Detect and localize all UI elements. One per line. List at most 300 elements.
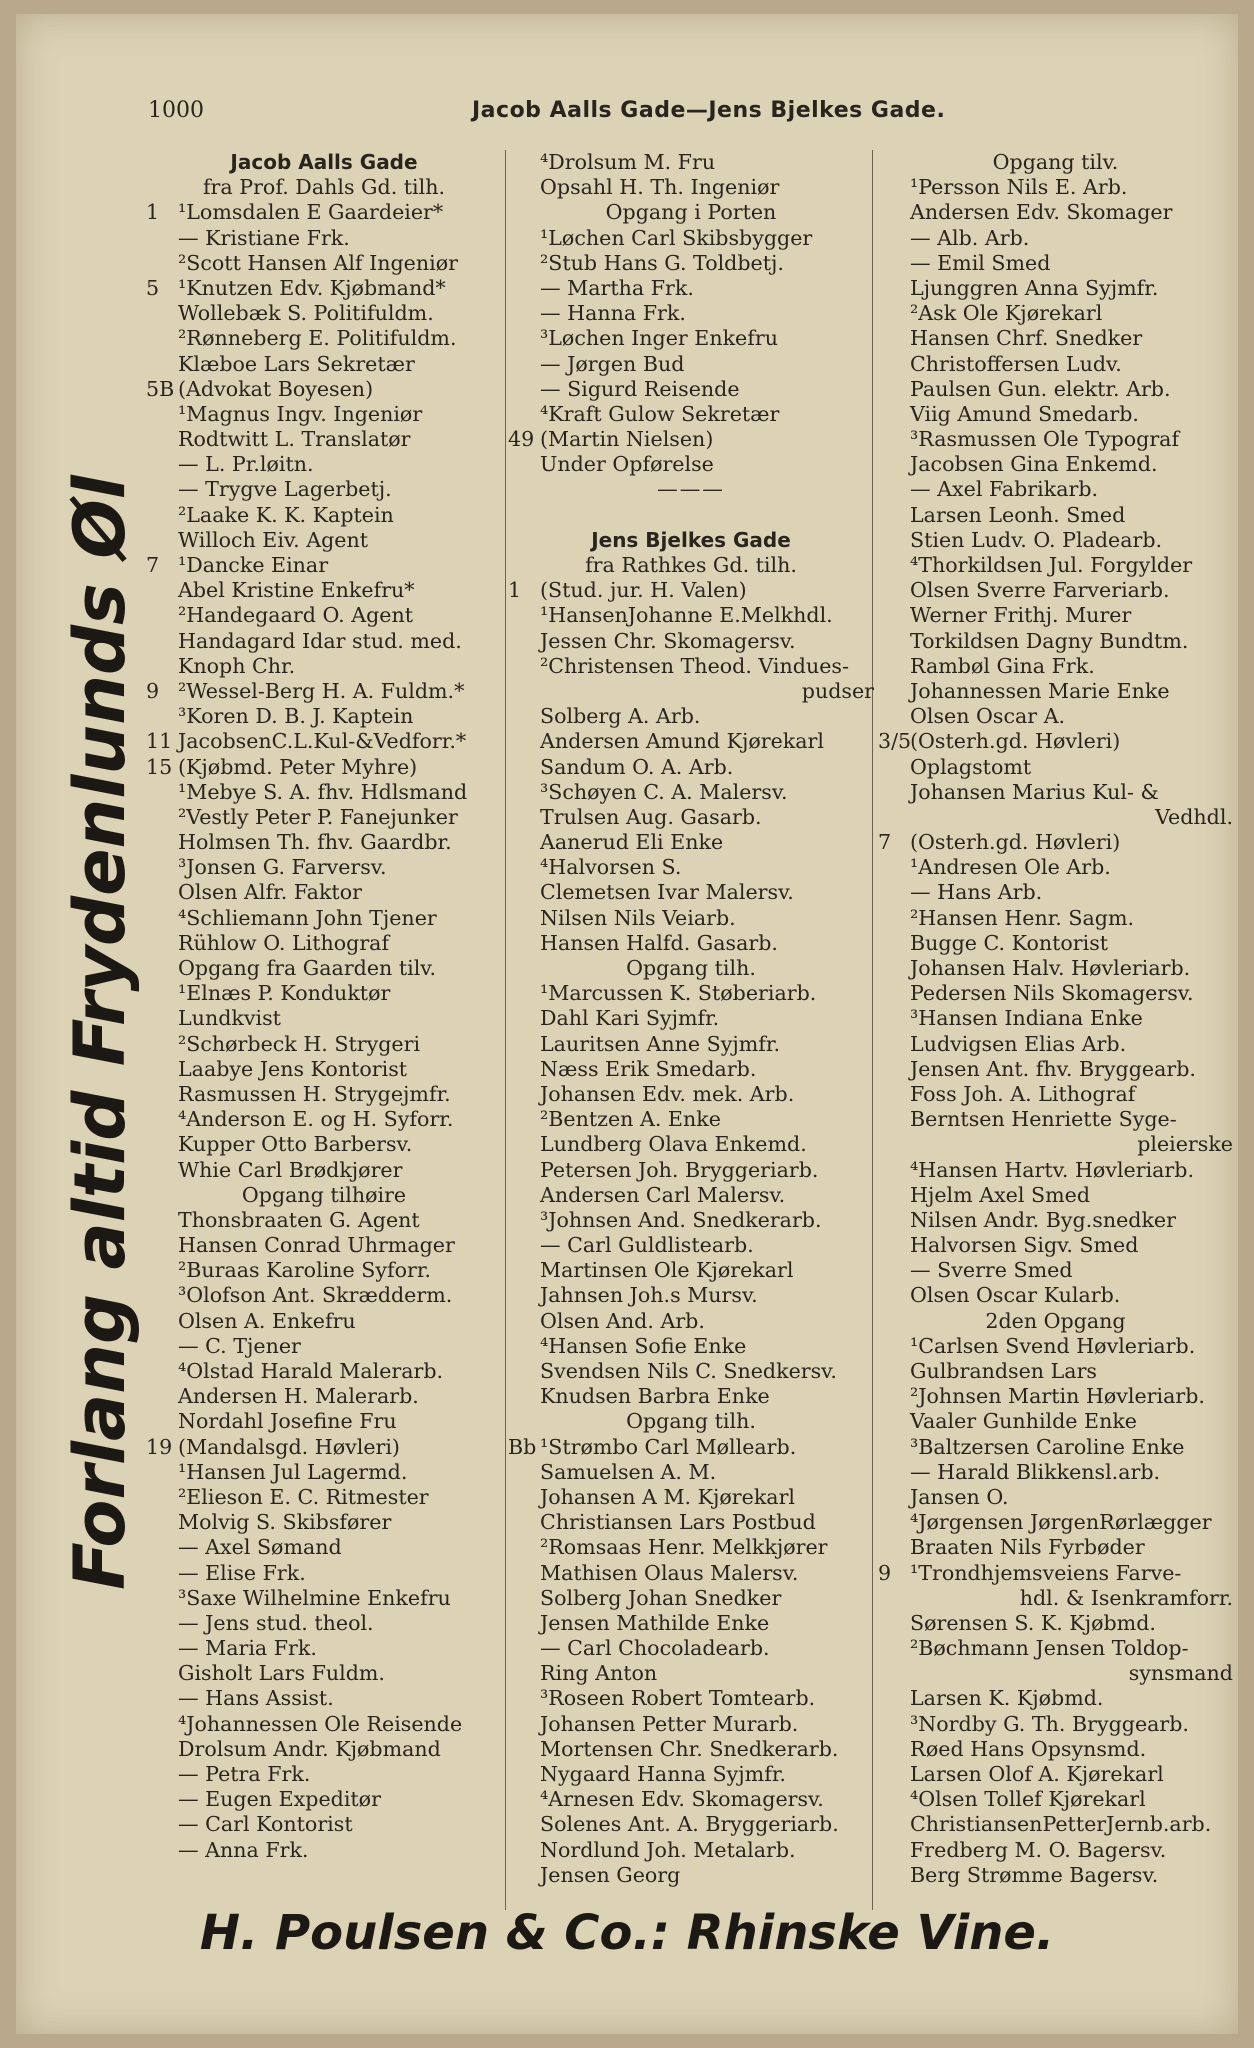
directory-entry — [508, 1510, 874, 1535]
directory-entry — [878, 780, 1233, 805]
directory-entry — [508, 1636, 874, 1661]
directory-entry — [146, 1636, 502, 1661]
entry-text: — Sigurd Reisende — [540, 376, 740, 401]
directory-entry — [878, 654, 1233, 679]
entry-text: Kupper Otto Barbersv. — [178, 1132, 413, 1157]
directory-entry — [508, 553, 874, 578]
entry-text: ²Ask Ole Kjørekarl — [910, 301, 1103, 326]
entry-text: Laabye Jens Kontorist — [178, 1056, 408, 1081]
directory-entry — [508, 1535, 874, 1560]
directory-entry — [508, 679, 874, 704]
directory-entry — [146, 150, 502, 175]
directory-entry — [878, 1737, 1233, 1762]
entry-text: Knoph Chr. — [178, 653, 296, 678]
entry-text: ²Laake K. K. Kaptein — [178, 502, 394, 527]
entry-text: Hansen Halfd. Gasarb. — [540, 930, 778, 955]
entry-text: Jensen Mathilde Enke — [540, 1610, 770, 1635]
entry-text: — Emil Smed — [910, 250, 1051, 275]
house-number: Bb — [508, 1434, 537, 1459]
house-number: 15 — [146, 754, 173, 779]
directory-entry — [146, 855, 502, 880]
directory-entry — [878, 805, 1233, 830]
directory-entry — [878, 1435, 1233, 1460]
directory-entry — [878, 1359, 1233, 1384]
entry-text: JacobsenC.L.Kul-&Vedforr.* — [178, 729, 467, 754]
entry-text: ¹Løchen Carl Skibsbygger — [540, 225, 813, 250]
directory-entry — [878, 1636, 1233, 1661]
directory-entry — [146, 578, 502, 603]
entry-text: Olsen Alfr. Faktor — [178, 880, 362, 905]
entry-text: fra Prof. Dahls Gd. tilh. — [202, 175, 446, 200]
entry-text: Samuelsen A. M. — [540, 1459, 717, 1484]
entry-text: Hjelm Axel Smed — [910, 1182, 1091, 1207]
entry-text: Rühlow O. Lithograf — [178, 930, 390, 955]
directory-entry — [508, 704, 874, 729]
directory-entry — [508, 906, 874, 931]
entry-text: Knudsen Barbra Enke — [540, 1384, 770, 1409]
entry-text: ¹Mebye S. A. fhv. Hdlsmand — [178, 779, 468, 804]
directory-entry — [146, 1485, 502, 1510]
entry-text: Jessen Chr. Skomagersv. — [540, 628, 796, 653]
entry-text: Larsen Olof A. Kjørekarl — [910, 1762, 1164, 1786]
entry-text: — Hans Arb. — [910, 880, 1043, 905]
directory-entry — [146, 1359, 502, 1384]
directory-entry — [146, 503, 502, 528]
entry-text: — Elise Frk. — [178, 1560, 306, 1585]
directory-entry — [508, 1208, 874, 1233]
directory-entry — [508, 1132, 874, 1157]
entry-text: Olsen And. Arb. — [540, 1308, 705, 1333]
entry-text: — Hans Assist. — [178, 1686, 334, 1711]
directory-entry — [508, 1435, 874, 1460]
directory-entry — [146, 1535, 502, 1560]
column-2 — [508, 150, 874, 1888]
entry-text: — Axel Sømand — [178, 1535, 342, 1560]
entry-text: Johansen A M. Kjørekarl — [540, 1484, 796, 1509]
house-number: 1 — [146, 200, 160, 225]
entry-text: ³Løchen Inger Enkefru — [540, 326, 778, 351]
directory-entry — [878, 276, 1233, 301]
directory-entry — [878, 729, 1233, 754]
entry-text: Drolsum Andr. Kjøbmand — [178, 1736, 441, 1761]
directory-entry — [508, 1334, 874, 1359]
entry-text: Opsahl H. Th. Ingeniør — [540, 175, 780, 200]
entry-text: ¹Marcussen K. Støberiarb. — [540, 981, 817, 1006]
directory-entry — [878, 1838, 1233, 1863]
house-number: 9 — [146, 678, 160, 703]
directory-entry — [508, 956, 874, 981]
column-3 — [878, 150, 1233, 1888]
directory-entry — [146, 830, 502, 855]
directory-entry — [146, 1611, 502, 1636]
directory-entry — [146, 1561, 502, 1586]
entry-text: ¹Knutzen Edv. Kjøbmand* — [178, 275, 446, 300]
directory-entry — [146, 1384, 502, 1409]
directory-entry — [146, 1686, 502, 1711]
directory-entry — [508, 226, 874, 251]
entry-text: — Anna Frk. — [178, 1837, 309, 1862]
entry-text: — Hanna Frk. — [540, 301, 686, 326]
entry-text: — Martha Frk. — [540, 275, 694, 300]
directory-entry — [508, 780, 874, 805]
directory-entry — [878, 1384, 1233, 1409]
entry-text: Paulsen Gun. elektr. Arb. — [910, 376, 1171, 401]
entry-text: Jensen Ant. fhv. Bryggearb. — [910, 1056, 1196, 1081]
entry-text: ³Nordby G. Th. Bryggearb. — [910, 1711, 1189, 1736]
entry-text: ²Johnsen Martin Høvleriarb. — [910, 1384, 1205, 1409]
directory-entry — [146, 1838, 502, 1863]
entry-text: (Osterh.gd. Høvleri) — [910, 729, 1121, 754]
directory-entry — [878, 981, 1233, 1006]
directory-entry — [878, 679, 1233, 704]
entry-text: Thonsbraaten G. Agent — [178, 1207, 420, 1232]
directory-entry — [146, 1283, 502, 1308]
entry-text: Lauritsen Anne Syjmfr. — [540, 1031, 781, 1056]
directory-entry — [508, 755, 874, 780]
entry-text: ⁴Hansen Hartv. Høvleriarb. — [910, 1157, 1195, 1182]
entry-text: Jansen O. — [910, 1484, 1009, 1509]
directory-entry — [508, 805, 874, 830]
entry-text: ²Christensen Theod. Vindues- — [540, 653, 849, 678]
entry-text: Nordahl Josefine Fru — [178, 1409, 397, 1434]
entry-text: ⁴Olsen Tollef Kjørekarl — [910, 1787, 1146, 1812]
directory-entry — [146, 528, 502, 553]
entry-text: Rodtwitt L. Translatør — [178, 427, 411, 452]
entry-text: — Jens stud. theol. — [178, 1610, 374, 1635]
directory-entry — [878, 1686, 1233, 1711]
directory-entry — [508, 880, 874, 905]
directory-entry — [878, 301, 1233, 326]
entry-text: ——— — [657, 477, 725, 502]
entry-text: Opgang fra Gaarden tilv. — [178, 956, 437, 980]
directory-entry — [146, 603, 502, 628]
entry-text: Olsen Oscar Kularb. — [910, 1283, 1121, 1308]
entry-text: ⁴Halvorsen S. — [540, 855, 682, 880]
entry-text: Vaaler Gunhilde Enke — [910, 1409, 1137, 1434]
directory-entry — [878, 830, 1233, 855]
directory-entry — [508, 1359, 874, 1384]
entry-text: Ludvigsen Elias Arb. — [910, 1031, 1127, 1056]
entry-text: Berg Strømme Bagersv. — [910, 1862, 1159, 1887]
entry-text: Lundberg Olava Enkemd. — [540, 1132, 807, 1157]
entry-text: ⁴Anderson E. og H. Syforr. — [178, 1107, 454, 1132]
entry-text: ³Koren D. B. J. Kaptein — [178, 704, 414, 729]
house-number: 49 — [508, 427, 535, 452]
directory-entry — [878, 1863, 1233, 1888]
entry-text: — Alb. Arb. — [910, 225, 1030, 250]
directory-entry — [146, 780, 502, 805]
entry-text: ¹HansenJohanne E.Melkhdl. — [540, 603, 833, 628]
directory-entry — [878, 1183, 1233, 1208]
directory-entry — [146, 1334, 502, 1359]
entry-text: Johansen Petter Murarb. — [540, 1711, 799, 1736]
entry-text: Gulbrandsen Lars — [910, 1359, 1097, 1383]
directory-entry — [146, 880, 502, 905]
directory-entry — [878, 1409, 1233, 1434]
directory-entry — [146, 1762, 502, 1787]
entry-text: Solberg Johan Snedker — [540, 1585, 782, 1610]
entry-text: Aanerud Eli Enke — [540, 830, 724, 855]
directory-entry — [508, 931, 874, 956]
directory-entry — [878, 377, 1233, 402]
entry-text: Pedersen Nils Skomagersv. — [910, 981, 1194, 1006]
house-number: 3/5 — [878, 729, 912, 754]
directory-entry — [878, 755, 1233, 780]
entry-text: Mathisen Olaus Malersv. — [540, 1560, 799, 1585]
directory-entry — [146, 1737, 502, 1762]
entry-text: pudser — [801, 678, 874, 703]
entry-text: ³Rasmussen Ole Typograf — [910, 427, 1180, 452]
directory-entry — [508, 1032, 874, 1057]
directory-entry — [146, 200, 502, 225]
directory-entry — [508, 1762, 874, 1787]
entry-text: ²Elieson E. C. Ritmester — [178, 1484, 429, 1509]
entry-text: ¹Hansen Jul Lagermd. — [178, 1459, 408, 1484]
entry-text: ³Schøyen C. A. Malersv. — [540, 779, 788, 804]
directory-entry — [508, 251, 874, 276]
directory-entry — [878, 503, 1233, 528]
directory-entry — [146, 276, 502, 301]
entry-text: ⁴Arnesen Edv. Skomagersv. — [540, 1787, 824, 1812]
directory-entry — [146, 755, 502, 780]
directory-entry — [508, 1787, 874, 1812]
directory-entry — [878, 326, 1233, 351]
directory-entry — [878, 528, 1233, 553]
entry-text: ²Rønneberg E. Politifuldm. — [178, 326, 457, 351]
directory-entry — [878, 427, 1233, 452]
directory-entry — [878, 629, 1233, 654]
entry-text: Gisholt Lars Fuldm. — [178, 1661, 385, 1686]
directory-entry — [878, 956, 1233, 981]
entry-text: Vedhdl. — [1155, 804, 1233, 829]
entry-text: — Sverre Smed — [910, 1258, 1073, 1283]
entry-text: Opgang tilh. — [626, 956, 756, 980]
directory-entry — [878, 1233, 1233, 1258]
entry-text: Mortensen Chr. Snedkerarb. — [540, 1736, 839, 1761]
entry-text: Andersen Edv. Skomager — [910, 200, 1173, 225]
directory-entry — [508, 477, 874, 502]
entry-text: Torkildsen Dagny Bundtm. — [910, 628, 1189, 653]
entry-text: (Kjøbmd. Peter Myhre) — [178, 754, 418, 779]
entry-text: — L. Pr.løitn. — [178, 452, 314, 477]
entry-text: Johansen Halv. Høvleriarb. — [910, 956, 1191, 980]
entry-text: Nilsen Andr. Byg.snedker — [910, 1207, 1176, 1232]
page-header — [0, 98, 1254, 138]
directory-entry — [508, 377, 874, 402]
entry-text: Andersen H. Malerarb. — [178, 1384, 419, 1409]
directory-entry — [146, 981, 502, 1006]
directory-entry — [878, 477, 1233, 502]
entry-text: ³Saxe Wilhelmine Enkefru — [178, 1585, 451, 1610]
directory-entry — [146, 805, 502, 830]
directory-entry — [878, 1006, 1233, 1031]
directory-entry — [878, 1032, 1233, 1057]
house-number: 7 — [146, 553, 160, 577]
directory-entry — [146, 1183, 502, 1208]
entry-text: — Petra Frk. — [178, 1762, 311, 1786]
entry-text: Viig Amund Smedarb. — [910, 401, 1139, 426]
entry-text: Sørensen S. K. Kjøbmd. — [910, 1610, 1156, 1635]
entry-text: ²Schørbeck H. Strygeri — [178, 1031, 421, 1056]
directory-entry — [508, 729, 874, 754]
entry-text: Rambøl Gina Frk. — [910, 653, 1095, 678]
directory-entry — [878, 1510, 1233, 1535]
directory-entry — [508, 1057, 874, 1082]
directory-entry — [878, 402, 1233, 427]
directory-entry — [146, 679, 502, 704]
directory-entry — [146, 1787, 502, 1812]
entry-text: Næss Erik Smedarb. — [540, 1056, 757, 1081]
directory-entry — [508, 1107, 874, 1132]
entry-text: ⁴Drolsum M. Fru — [540, 150, 716, 174]
entry-text: (Osterh.gd. Høvleri) — [910, 830, 1121, 855]
directory-entry — [878, 452, 1233, 477]
directory-entry — [508, 1485, 874, 1510]
directory-entry — [508, 654, 874, 679]
directory-entry — [508, 1586, 874, 1611]
directory-entry — [146, 1510, 502, 1535]
directory-entry — [878, 553, 1233, 578]
directory-entry — [146, 1258, 502, 1283]
directory-entry — [146, 1309, 502, 1334]
entry-text: ⁴Olstad Harald Malerarb. — [178, 1359, 444, 1383]
directory-entry — [146, 1208, 502, 1233]
directory-entry — [508, 402, 874, 427]
entry-text: — Carl Chocoladearb. — [540, 1636, 770, 1661]
entry-text: — Trygve Lagerbetj. — [178, 477, 392, 502]
directory-entry — [508, 1737, 874, 1762]
entry-text: Opgang i Porten — [605, 200, 777, 225]
directory-entry — [146, 326, 502, 351]
directory-entry — [146, 1233, 502, 1258]
directory-entry — [508, 603, 874, 628]
entry-text: ²Handegaard O. Agent — [178, 603, 413, 628]
directory-entry — [146, 402, 502, 427]
entry-text: — Carl Kontorist — [178, 1812, 353, 1837]
directory-entry — [146, 251, 502, 276]
directory-entry — [878, 704, 1233, 729]
house-number: 11 — [146, 729, 173, 754]
directory-entry — [508, 1812, 874, 1837]
entry-text: Sandum O. A. Arb. — [540, 754, 734, 779]
directory-entry — [146, 1158, 502, 1183]
directory-entry — [508, 1561, 874, 1586]
entry-text: ¹Elnæs P. Konduktør — [178, 981, 391, 1006]
entry-text: Holmsen Th. fhv. Gaardbr. — [178, 830, 452, 855]
directory-entry — [508, 1183, 874, 1208]
entry-text: ²Bentzen A. Enke — [540, 1107, 721, 1132]
directory-entry — [878, 1309, 1233, 1334]
entry-text: Braaten Nils Fyrbøder — [910, 1535, 1145, 1560]
house-number: 5B — [146, 376, 175, 401]
entry-text: — Carl Guldlistearb. — [540, 1233, 754, 1258]
directory-entry — [146, 931, 502, 956]
entry-text: Opgang tilh. — [626, 1409, 756, 1434]
entry-text: Klæboe Lars Sekretær — [178, 351, 415, 376]
directory-entry — [146, 654, 502, 679]
entry-text: Svendsen Nils C. Snedkersv. — [540, 1359, 837, 1383]
entry-text: Handagard Idar stud. med. — [178, 628, 462, 653]
entry-text: Whie Carl Brødkjører — [178, 1157, 403, 1182]
directory-entry — [508, 1258, 874, 1283]
entry-text: ³Hansen Indiana Enke — [910, 1006, 1143, 1031]
directory-entry — [878, 1661, 1233, 1686]
directory-entry — [508, 578, 874, 603]
entry-text: Opgang tilhøire — [241, 1182, 407, 1207]
entry-text: Oplagstomt — [910, 754, 1032, 779]
directory-entry — [508, 452, 874, 477]
entry-text: Ring Anton — [540, 1661, 658, 1686]
directory-entry — [508, 276, 874, 301]
directory-entry — [878, 880, 1233, 905]
directory-entry — [146, 477, 502, 502]
entry-text: ³Roseen Robert Tomtearb. — [540, 1686, 816, 1711]
directory-entry — [508, 528, 874, 553]
directory-entry — [878, 150, 1233, 175]
entry-text: ⁴Hansen Sofie Enke — [540, 1333, 747, 1358]
directory-entry — [146, 1132, 502, 1157]
directory-entry — [508, 352, 874, 377]
house-number: 7 — [878, 830, 892, 855]
column-1 — [146, 150, 502, 1863]
entry-text: Willoch Eiv. Agent — [178, 527, 368, 552]
house-number: 1 — [508, 578, 522, 603]
column-divider — [505, 150, 506, 1910]
entry-text: Trulsen Aug. Gasarb. — [540, 804, 762, 829]
entry-text: — Harald Blikkensl.arb. — [910, 1459, 1161, 1484]
entry-text: ⁴Kraft Gulow Sekretær — [540, 401, 780, 426]
entry-text: (Advokat Boyesen) — [178, 376, 374, 401]
directory-entry — [146, 1586, 502, 1611]
directory-entry — [146, 629, 502, 654]
entry-text: Andersen Carl Malersv. — [540, 1182, 786, 1207]
entry-text: Jens Bjelkes Gade — [591, 527, 791, 552]
directory-entry — [508, 1611, 874, 1636]
entry-text: pleierske — [1137, 1132, 1233, 1157]
entry-text: ³Olofson Ant. Skrædderm. — [178, 1283, 453, 1308]
entry-text: ³Jonsen G. Farversv. — [178, 855, 387, 880]
directory-entry — [146, 352, 502, 377]
entry-text: Under Opførelse — [540, 452, 714, 477]
entry-text: Olsen Sverre Farveriarb. — [910, 578, 1170, 603]
entry-text: Johansen Marius Kul- & — [910, 779, 1159, 804]
entry-text: ¹Lomsdalen E Gaardeier* — [178, 200, 444, 225]
directory-entry — [878, 1586, 1233, 1611]
entry-text: ¹Andresen Ole Arb. — [910, 855, 1111, 880]
entry-text: Nygaard Hanna Syjmfr. — [540, 1762, 786, 1786]
directory-entry — [878, 1132, 1233, 1157]
entry-text: — Maria Frk. — [178, 1636, 317, 1661]
entry-text: synsmand — [1128, 1661, 1233, 1686]
entry-text: Larsen K. Kjøbmd. — [910, 1686, 1104, 1711]
directory-entry — [146, 226, 502, 251]
directory-entry — [146, 1661, 502, 1686]
directory-entry — [508, 1006, 874, 1031]
directory-entry — [146, 377, 502, 402]
directory-entry — [878, 578, 1233, 603]
directory-entry — [146, 1435, 502, 1460]
entry-text: Jacob Aalls Gade — [230, 150, 418, 174]
entry-text: — Kristiane Frk. — [178, 225, 350, 250]
entry-text: Solberg A. Arb. — [540, 704, 701, 729]
entry-text: (Stud. jur. H. Valen) — [540, 578, 747, 603]
entry-text: Rasmussen H. Strygejmfr. — [178, 1081, 451, 1106]
directory-entry — [146, 427, 502, 452]
directory-entry — [878, 603, 1233, 628]
directory-entry — [508, 1309, 874, 1334]
entry-text: Lundkvist — [178, 1006, 281, 1031]
entry-text: Dahl Kari Syjmfr. — [540, 1006, 720, 1031]
